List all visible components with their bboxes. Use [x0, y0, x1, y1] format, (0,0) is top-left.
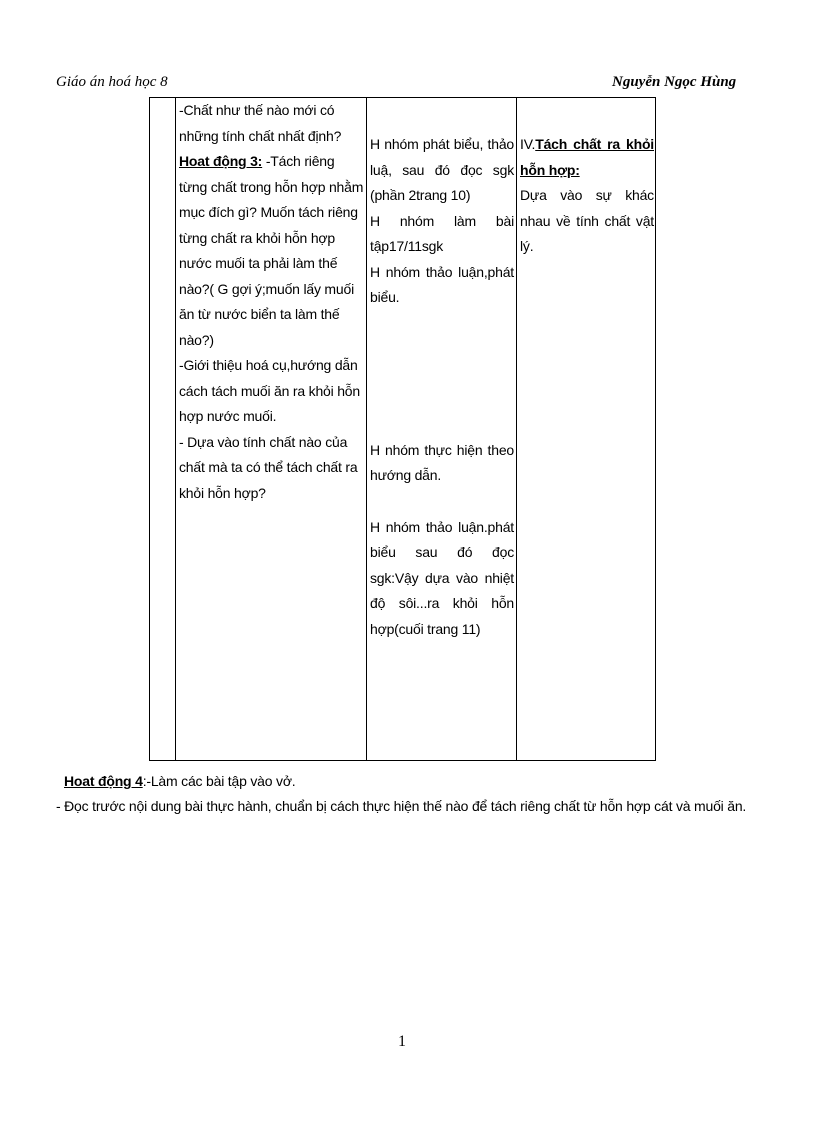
page-number: 1	[398, 1033, 406, 1050]
student-para-3: H nhóm thảo luận,phát biểu.	[370, 263, 514, 305]
table-divider	[366, 98, 367, 760]
content-prefix: IV.	[520, 136, 536, 152]
teacher-line-4: - Dựa vào tính chất nào của chất mà ta có thể tách chất ra khỏi hỗn hợp?	[179, 433, 358, 501]
student-para-5: H nhóm thảo luận.phát biểu sau đó đọc sgk:Vậy dựa vào nhiệt độ sôi...ra khỏi hỗn hợp(cuối trang 11)	[370, 518, 514, 637]
lesson-table	[149, 97, 656, 761]
teacher-line-3: -Giới thiệu hoá cụ,hướng dẫn cách tách muối ăn ra khỏi hỗn hợp nước muối.	[179, 357, 360, 424]
activity-4-text: :-Làm các bài tập vào vở.	[142, 773, 296, 789]
activity-4	[64, 772, 296, 790]
content-title: Tách chất ra khỏi hỗn hợp:	[520, 136, 654, 178]
teacher-activity-cell	[179, 98, 365, 506]
content-text: Dựa vào sự khác nhau về tính chất vật lý.	[520, 187, 654, 254]
student-para-1: H nhóm phát biểu, thảo luậ, sau đó đọc sgk (phần 2trang 10)	[370, 136, 514, 203]
student-activity-cell	[370, 132, 514, 642]
homework-line: - Đọc trước nội dung bài thực hành, chuẩn bị cách thực hiện thế nào để tách riêng chất từ hỗn hợp cát và muối ăn.	[56, 798, 747, 814]
teacher-line-1: -Chất như thế nào mới có những tính chất nhất định?	[179, 102, 342, 144]
activity-4-label: Hoat động 4	[64, 773, 143, 789]
header-left: Giáo án hoá học 8	[56, 74, 168, 90]
table-divider	[175, 98, 176, 760]
header-right: Nguyễn Ngọc Hùng	[612, 74, 737, 90]
content-heading	[520, 132, 654, 183]
student-para-4: H nhóm thực hiện theo hướng dẫn.	[370, 441, 514, 483]
student-para-2: H nhóm làm bài tập17/11sgk	[370, 212, 514, 254]
table-divider	[516, 98, 517, 760]
activity-3	[179, 149, 365, 353]
activity-3-label: Hoat động 3:	[179, 153, 263, 169]
content-cell	[520, 132, 654, 260]
activity-3-text: -Tách riêng từng chất trong hỗn hợp nhằm mục đích gì? Muốn tách riêng từng chất ra khỏi hỗn hợp nước muối ta phải làm thế nào?( G gợi ý;muốn lấy muối ăn từ nước biển ta làm thế nào?)	[179, 153, 364, 348]
